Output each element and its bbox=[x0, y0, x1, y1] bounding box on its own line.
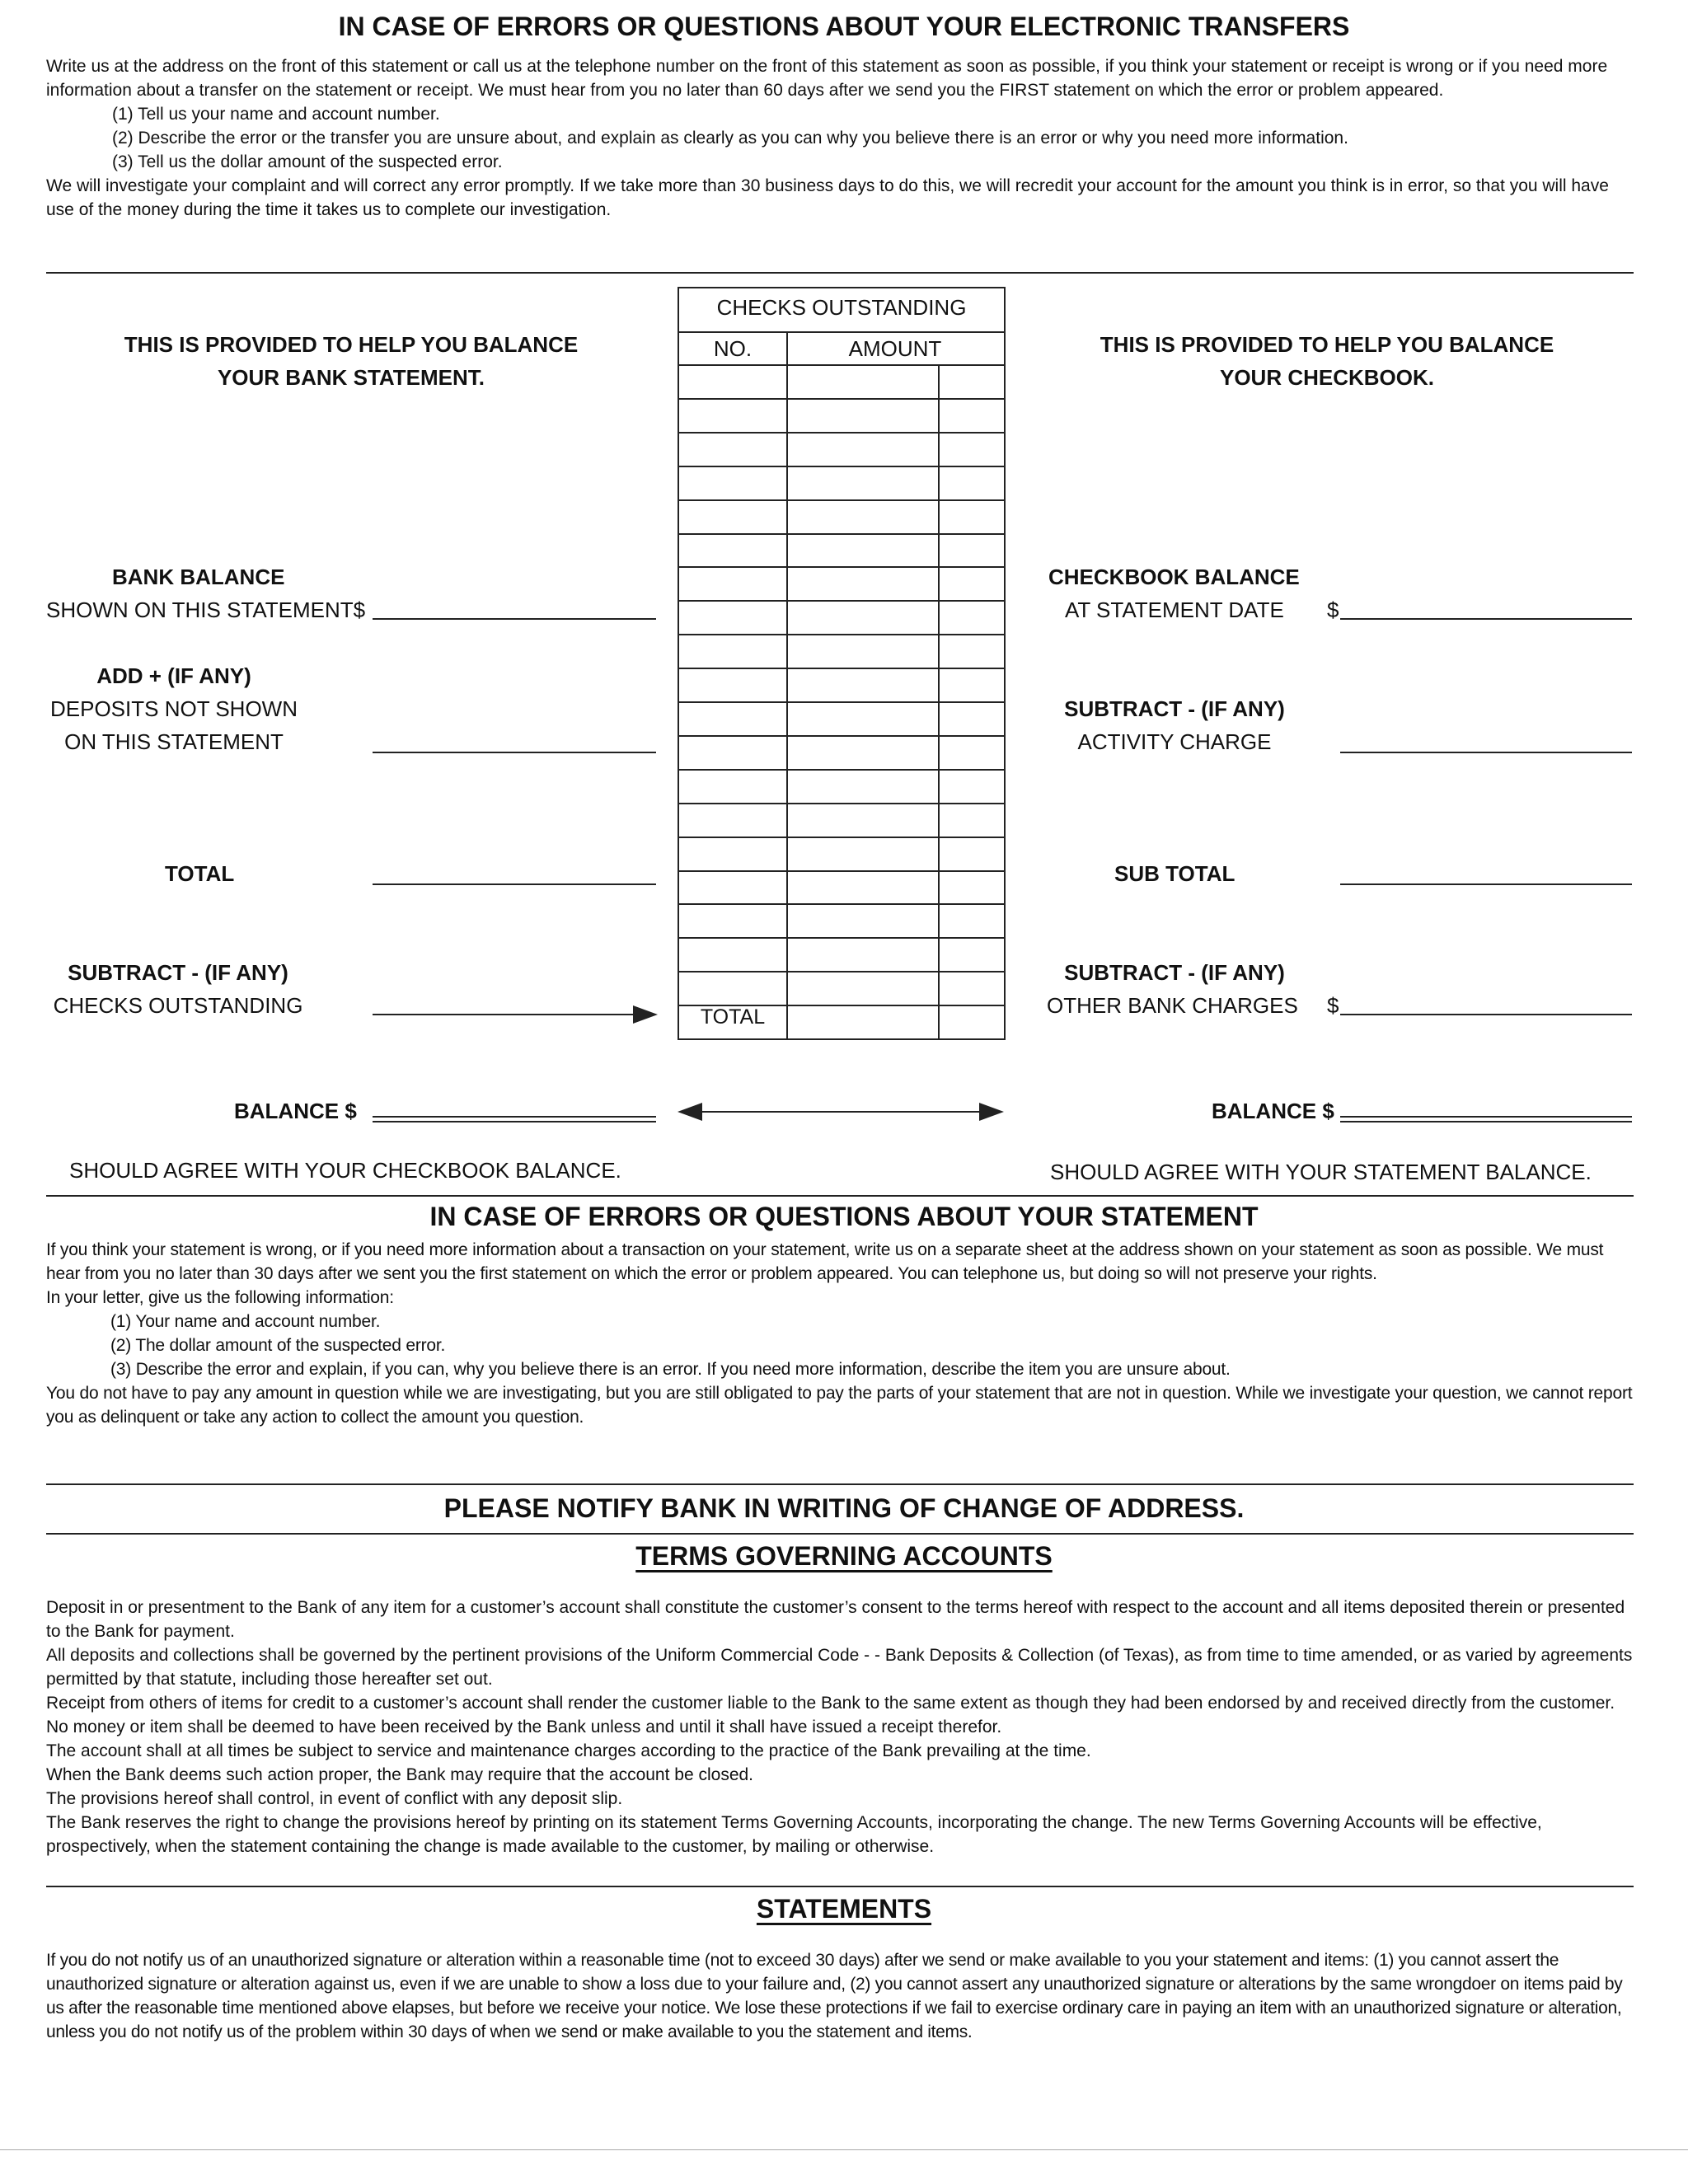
sub-total-field[interactable] bbox=[1340, 883, 1632, 885]
subtract-if-any-label: SUBTRACT - (IF ANY) bbox=[68, 960, 288, 985]
grid-row-line bbox=[679, 634, 1004, 635]
statement-errors-text bbox=[46, 1238, 1634, 1429]
electronic-transfers-text bbox=[46, 54, 1634, 222]
divider bbox=[46, 1195, 1634, 1197]
electronic-item-1: (1) Tell us your name and account number. bbox=[112, 105, 440, 124]
grid-row-line bbox=[679, 499, 1004, 501]
grid-row-line bbox=[679, 566, 1004, 568]
checks-outstanding-label: CHECKS OUTSTANDING bbox=[53, 993, 303, 1018]
deposits-field[interactable] bbox=[373, 752, 656, 753]
grid-line bbox=[679, 364, 1004, 366]
terms-paragraph-2: All deposits and collections shall be governed by the pertinent provisions of the Uniform Commercial Code - - Bank Deposits & Collection (of Texas), as from time to time amended, or as varied by agreements permitted by that statute, including those hereafter set out. bbox=[46, 1646, 1633, 1689]
double-arrow-icon bbox=[678, 1099, 1004, 1124]
subtract-activity-label: SUBTRACT - (IF ANY) bbox=[1064, 696, 1285, 721]
electronic-intro: Write us at the address on the front of this statement or call us at the telephone number on the front of this statement as soon as possible, if you think your statement or receipt is wrong or if you need more information about a transfer on the statement or receipt. We must hear from you no later than 60 days after we send you the FIRST statement on which the error or problem appeared. bbox=[46, 57, 1608, 100]
grid-line bbox=[679, 331, 1004, 333]
grid-row-line bbox=[679, 971, 1004, 972]
left-balance-field[interactable] bbox=[373, 1116, 656, 1122]
terms-paragraph-6: The provisions hereof shall control, in event of conflict with any deposit slip. bbox=[46, 1789, 623, 1808]
left-heading-line2: YOUR BANK STATEMENT. bbox=[217, 365, 485, 390]
divider bbox=[46, 1483, 1634, 1485]
dollar-sign: $ bbox=[1327, 598, 1339, 622]
divider bbox=[46, 1533, 1634, 1535]
statements-text bbox=[46, 1948, 1634, 2044]
right-arrow-icon bbox=[373, 1002, 661, 1027]
terms-title: TERMS GOVERNING ACCOUNTS bbox=[635, 1541, 1053, 1571]
on-this-statement-label: ON THIS STATEMENT bbox=[64, 729, 284, 754]
grid-row-line bbox=[679, 803, 1004, 804]
left-should-agree: SHOULD AGREE WITH YOUR CHECKBOOK BALANCE. bbox=[69, 1158, 621, 1183]
left-heading-line1: THIS IS PROVIDED TO HELP YOU BALANCE bbox=[124, 332, 579, 357]
other-bank-charges-label: OTHER BANK CHARGES bbox=[1047, 993, 1298, 1018]
grid-row-line bbox=[679, 735, 1004, 737]
right-heading-line2: YOUR CHECKBOOK. bbox=[1219, 365, 1434, 390]
grid-row-line bbox=[679, 398, 1004, 400]
col-no-header: NO. bbox=[713, 336, 753, 361]
total-label: TOTAL bbox=[165, 861, 235, 886]
checkbook-balance-label: CHECKBOOK BALANCE bbox=[1048, 565, 1300, 589]
grid-row-line bbox=[679, 837, 1004, 838]
at-statement-date-label: AT STATEMENT DATE bbox=[1065, 598, 1284, 622]
electronic-item-3: (3) Tell us the dollar amount of the suspected error. bbox=[112, 152, 503, 171]
terms-paragraph-7: The Bank reserves the right to change the provisions hereof by printing on its statement Terms Governing Accounts, incorporating the change. The new Terms Governing Accounts will be effective, prospectively, when the statement containing the change is made available to the customer, by mailing or otherwise. bbox=[46, 1813, 1542, 1856]
grid-row-line bbox=[679, 432, 1004, 434]
subtract-other-label: SUBTRACT - (IF ANY) bbox=[1064, 960, 1285, 985]
grid-row-line bbox=[679, 701, 1004, 703]
statement-closing: You do not have to pay any amount in question while we are investigating, but you are still obligated to pay the parts of your statement that are not in question. While we investigate your question, we cannot report you as delinquent or take any action to collect the amount you question. bbox=[46, 1384, 1633, 1427]
left-balance-label: BALANCE $ bbox=[234, 1099, 357, 1123]
statement-item-2: (2) The dollar amount of the suspected error. bbox=[110, 1336, 446, 1355]
grid-row-line bbox=[679, 769, 1004, 771]
total-field[interactable] bbox=[373, 883, 656, 885]
statement-errors-title: IN CASE OF ERRORS OR QUESTIONS ABOUT YOUR STATEMENT bbox=[429, 1202, 1259, 1231]
bank-balance-field[interactable] bbox=[373, 618, 656, 620]
grid-row-line bbox=[679, 870, 1004, 872]
statement-lead: In your letter, give us the following information: bbox=[46, 1288, 394, 1307]
checks-outstanding-title: CHECKS OUTSTANDING bbox=[716, 295, 967, 320]
electronic-item-2: (2) Describe the error or the transfer you are unsure about, and explain as clearly as you can why you believe there is an error or why you need more information. bbox=[112, 129, 1348, 148]
grid-row-line bbox=[679, 668, 1004, 669]
checkbook-balance-field[interactable] bbox=[1340, 618, 1632, 620]
statements-body: If you do not notify us of an unauthorized signature or alteration within a reasonable time (not to exceed 30 days) after we send or make available to you your statement and items: (1) you cannot assert the unauthorized signature or alteration against us, even if we are unable to show a loss due to your failure and, (2) you cannot assert any unauthorized signature or alterations by the same wrongdoer on items paid by us after the reasonable time mentioned above elapses, but before we receive your notice. We lose these protections if we fail to exercise ordinary care in paying an item with an unauthorized signature or alteration, unless you do not notify us of the problem within 30 days of when we send or make available to you the statement and items. bbox=[46, 1951, 1623, 2041]
dollar-sign: $ bbox=[1327, 993, 1339, 1018]
bottom-edge bbox=[0, 2149, 1688, 2150]
right-balance-label: BALANCE $ bbox=[1212, 1099, 1334, 1123]
notify-notice: PLEASE NOTIFY BANK IN WRITING OF CHANGE OF ADDRESS. bbox=[443, 1493, 1245, 1523]
grid-row-line bbox=[679, 937, 1004, 939]
deposits-not-shown-label: DEPOSITS NOT SHOWN bbox=[50, 696, 298, 721]
divider bbox=[46, 1886, 1634, 1887]
activity-charge-label: ACTIVITY CHARGE bbox=[1077, 729, 1272, 754]
shown-on-statement-label: SHOWN ON THIS STATEMENT$ bbox=[46, 598, 366, 622]
sub-total-label: SUB TOTAL bbox=[1114, 861, 1236, 886]
col-amount-header: AMOUNT bbox=[848, 336, 942, 361]
grid-total-label: TOTAL bbox=[700, 1005, 766, 1029]
checks-outstanding-table bbox=[678, 287, 1006, 1040]
terms-paragraph-3: Receipt from others of items for credit to a customer’s account shall render the customer liable to the Bank to the same extent as though they had been endorsed by and received directly from the customer. No money or item shall be deemed to have been received by the Bank unless and until it shall have issued a receipt therefor. bbox=[46, 1694, 1615, 1736]
terms-paragraph-1: Deposit in or presentment to the Bank of any item for a customer’s account shall constitute the customer’s consent to the terms hereof with respect to the account and all items deposited therein or presented to the Bank for payment. bbox=[46, 1598, 1625, 1641]
grid-row-line bbox=[679, 466, 1004, 467]
grid-row-line bbox=[679, 533, 1004, 535]
statements-title: STATEMENTS bbox=[756, 1894, 932, 1924]
other-bank-charges-field[interactable] bbox=[1340, 1014, 1632, 1015]
terms-paragraph-5: When the Bank deems such action proper, the Bank may require that the account be closed. bbox=[46, 1765, 754, 1784]
activity-charge-field[interactable] bbox=[1340, 752, 1632, 753]
divider bbox=[46, 272, 1634, 274]
electronic-closing: We will investigate your complaint and will correct any error promptly. If we take more than 30 business days to do this, we will recredit your account for the amount you think is in error, so that you will have use of the money during the time it takes us to complete our investigation. bbox=[46, 176, 1609, 219]
statement-intro: If you think your statement is wrong, or if you need more information about a transaction on your statement, write us on a separate sheet at the address shown on your statement as soon as possible. We must hear from you no later than 30 days after we sent you the first statement on which the error or problem appeared. You can telephone us, but doing so will not preserve your rights. bbox=[46, 1240, 1604, 1283]
terms-paragraph-4: The account shall at all times be subject to service and maintenance charges according to the practice of the Bank prevailing at the time. bbox=[46, 1741, 1091, 1760]
statement-item-1: (1) Your name and account number. bbox=[110, 1312, 381, 1331]
add-if-any-label: ADD + (IF ANY) bbox=[96, 663, 251, 688]
statement-item-3: (3) Describe the error and explain, if you can, why you believe there is an error. If you need more information, describe the item you are unsure about. bbox=[110, 1360, 1231, 1379]
terms-text bbox=[46, 1596, 1634, 1858]
grid-row-line bbox=[679, 600, 1004, 602]
right-balance-field[interactable] bbox=[1340, 1116, 1632, 1122]
grid-row-line bbox=[679, 903, 1004, 905]
grid-line bbox=[786, 331, 788, 1038]
right-heading-line1: THIS IS PROVIDED TO HELP YOU BALANCE bbox=[1100, 332, 1554, 357]
bank-balance-label: BANK BALANCE bbox=[112, 565, 285, 589]
right-should-agree: SHOULD AGREE WITH YOUR STATEMENT BALANCE. bbox=[1050, 1160, 1592, 1184]
electronic-transfers-title: IN CASE OF ERRORS OR QUESTIONS ABOUT YOUR ELECTRONIC TRANSFERS bbox=[338, 12, 1350, 41]
